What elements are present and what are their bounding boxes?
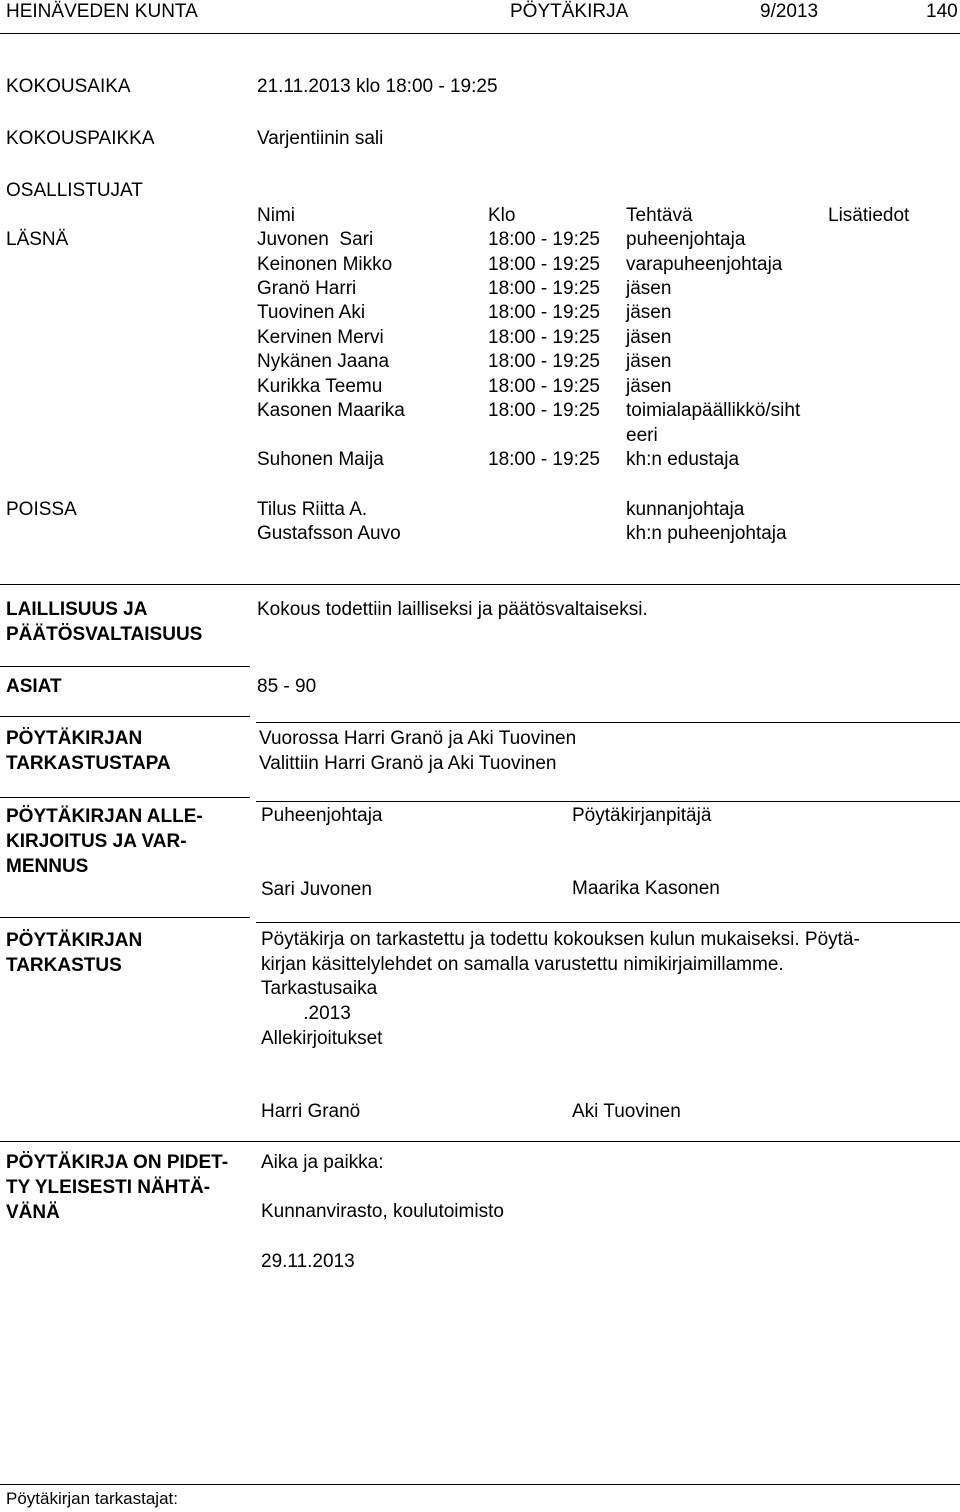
participant-name: Keinonen Mikko xyxy=(257,254,393,275)
section-divider xyxy=(0,584,960,585)
participant-role: jäsen xyxy=(626,327,672,348)
participant-time: 18:00 - 19:25 xyxy=(488,278,600,299)
column-header-extra: Lisätiedot xyxy=(828,205,910,226)
section-divider xyxy=(0,1141,960,1142)
page-number: 140 xyxy=(926,1,958,22)
aika-paikka-label: Aika ja paikka: xyxy=(261,1152,384,1173)
participant-role: jäsen xyxy=(626,351,672,372)
header-divider xyxy=(0,33,960,34)
nahtavana-place: Kunnanvirasto, koulutoimisto xyxy=(261,1201,504,1222)
absent-name: Gustafsson Auvo xyxy=(257,523,401,544)
kokouspaikka-label: KOKOUSPAIKKA xyxy=(6,128,155,149)
document-type: PÖYTÄKIRJA xyxy=(510,1,629,22)
participant-name: Granö Harri xyxy=(257,278,357,299)
column-header-role: Tehtävä xyxy=(626,205,693,226)
footer-text: Pöytäkirjan tarkastajat: xyxy=(6,1489,178,1508)
participant-role: puheenjohtaja xyxy=(626,229,746,250)
section-divider xyxy=(256,922,960,923)
chairperson-role: Puheenjohtaja xyxy=(261,805,383,826)
section-divider xyxy=(0,716,250,717)
participant-name: Kasonen Maarika xyxy=(257,400,405,421)
section-divider xyxy=(0,666,250,667)
participant-time: 18:00 - 19:25 xyxy=(488,351,600,372)
participant-name: Nykänen Jaana xyxy=(257,351,390,372)
secretary-role: Pöytäkirjanpitäjä xyxy=(572,805,712,826)
nahtavana-label-line1: PÖYTÄKIRJA ON PIDET- xyxy=(6,1152,229,1173)
participant-role-continuation: eeri xyxy=(626,425,658,446)
participant-time: 18:00 - 19:25 xyxy=(488,302,600,323)
participant-role: kh:n edustaja xyxy=(626,449,740,470)
tarkastus-text-line1: Pöytäkirja on tarkastettu ja todettu kokouksen kulun mukaiseksi. Pöytä- xyxy=(261,929,860,950)
tarkastus-text-line2: kirjan käsittelylehdet on samalla varustettu nimikirjaimillamme. xyxy=(261,954,784,975)
participant-role: jäsen xyxy=(626,302,672,323)
absent-name: Tilus Riitta A. xyxy=(257,499,368,520)
column-header-name: Nimi xyxy=(257,205,295,226)
laillisuus-label-line2: PÄÄTÖSVALTAISUUS xyxy=(6,624,203,645)
participant-role: toimialapäällikkö/siht xyxy=(626,400,801,421)
section-divider xyxy=(0,797,250,798)
asiat-label: ASIAT xyxy=(6,676,62,697)
nahtavana-label-line2: TY YLEISESTI NÄHTÄ- xyxy=(6,1177,211,1198)
nahtavana-label-line3: VÄNÄ xyxy=(6,1202,60,1223)
municipality-name: HEINÄVEDEN KUNTA xyxy=(6,1,198,22)
inspector-left-name: Harri Granö xyxy=(261,1101,361,1122)
tarkastustapa-line1: Vuorossa Harri Granö ja Aki Tuovinen xyxy=(259,728,577,749)
participant-role: varapuheenjohtaja xyxy=(626,254,783,275)
participant-time: 18:00 - 19:25 xyxy=(488,376,600,397)
participant-time: 18:00 - 19:25 xyxy=(488,400,600,421)
participant-time: 18:00 - 19:25 xyxy=(488,327,600,348)
asiat-value: 85 - 90 xyxy=(257,676,317,697)
inspector-right-name: Aki Tuovinen xyxy=(572,1101,681,1122)
absent-role: kh:n puheenjohtaja xyxy=(626,523,787,544)
tarkastus-date: .2013 xyxy=(261,1003,351,1024)
laillisuus-text: Kokous todettiin lailliseksi ja päätösvaltaiseksi. xyxy=(257,599,648,620)
kokousaika-value: 21.11.2013 klo 18:00 - 19:25 xyxy=(257,76,498,97)
absent-role: kunnanjohtaja xyxy=(626,499,745,520)
document-number: 9/2013 xyxy=(760,1,819,22)
chairperson-name: Sari Juvonen xyxy=(261,879,372,900)
participant-name: Kurikka Teemu xyxy=(257,376,383,397)
section-divider xyxy=(0,917,250,918)
kokousaika-label: KOKOUSAIKA xyxy=(6,76,131,97)
allekirjoitus-label-line1: PÖYTÄKIRJAN ALLE- xyxy=(6,806,203,827)
tarkastusaika-label: Tarkastusaika xyxy=(261,978,378,999)
allekirjoitukset-label: Allekirjoitukset xyxy=(261,1028,383,1049)
tarkastustapa-label-line1: PÖYTÄKIRJAN xyxy=(6,728,143,749)
participant-name: Juvonen Sari xyxy=(257,229,374,250)
laillisuus-label-line1: LAILLISUUS JA xyxy=(6,599,148,620)
participant-time: 18:00 - 19:25 xyxy=(488,449,600,470)
participant-name: Kervinen Mervi xyxy=(257,327,384,348)
participant-time: 18:00 - 19:25 xyxy=(488,254,600,275)
participant-role: jäsen xyxy=(626,376,672,397)
allekirjoitus-label-line2: KIRJOITUS JA VAR- xyxy=(6,831,187,852)
allekirjoitus-label-line3: MENNUS xyxy=(6,856,89,877)
section-divider xyxy=(256,801,960,802)
osallistujat-label: OSALLISTUJAT xyxy=(6,180,143,201)
footer-divider xyxy=(0,1484,960,1485)
secretary-name: Maarika Kasonen xyxy=(572,878,720,899)
participant-name: Tuovinen Aki xyxy=(257,302,366,323)
tarkastustapa-line2: Valittiin Harri Granö ja Aki Tuovinen xyxy=(259,753,557,774)
participant-role: jäsen xyxy=(626,278,672,299)
section-divider xyxy=(256,722,960,723)
absent-label: POISSA xyxy=(6,499,77,520)
participant-name: Suhonen Maija xyxy=(257,449,384,470)
nahtavana-date: 29.11.2013 xyxy=(261,1251,355,1272)
participant-time: 18:00 - 19:25 xyxy=(488,229,600,250)
tarkastus-label-line2: TARKASTUS xyxy=(6,955,122,976)
column-header-time: Klo xyxy=(488,205,516,226)
tarkastus-label-line1: PÖYTÄKIRJAN xyxy=(6,930,143,951)
tarkastustapa-label-line2: TARKASTUSTAPA xyxy=(6,753,171,774)
present-label: LÄSNÄ xyxy=(6,229,69,250)
kokouspaikka-value: Varjentiinin sali xyxy=(257,128,384,149)
